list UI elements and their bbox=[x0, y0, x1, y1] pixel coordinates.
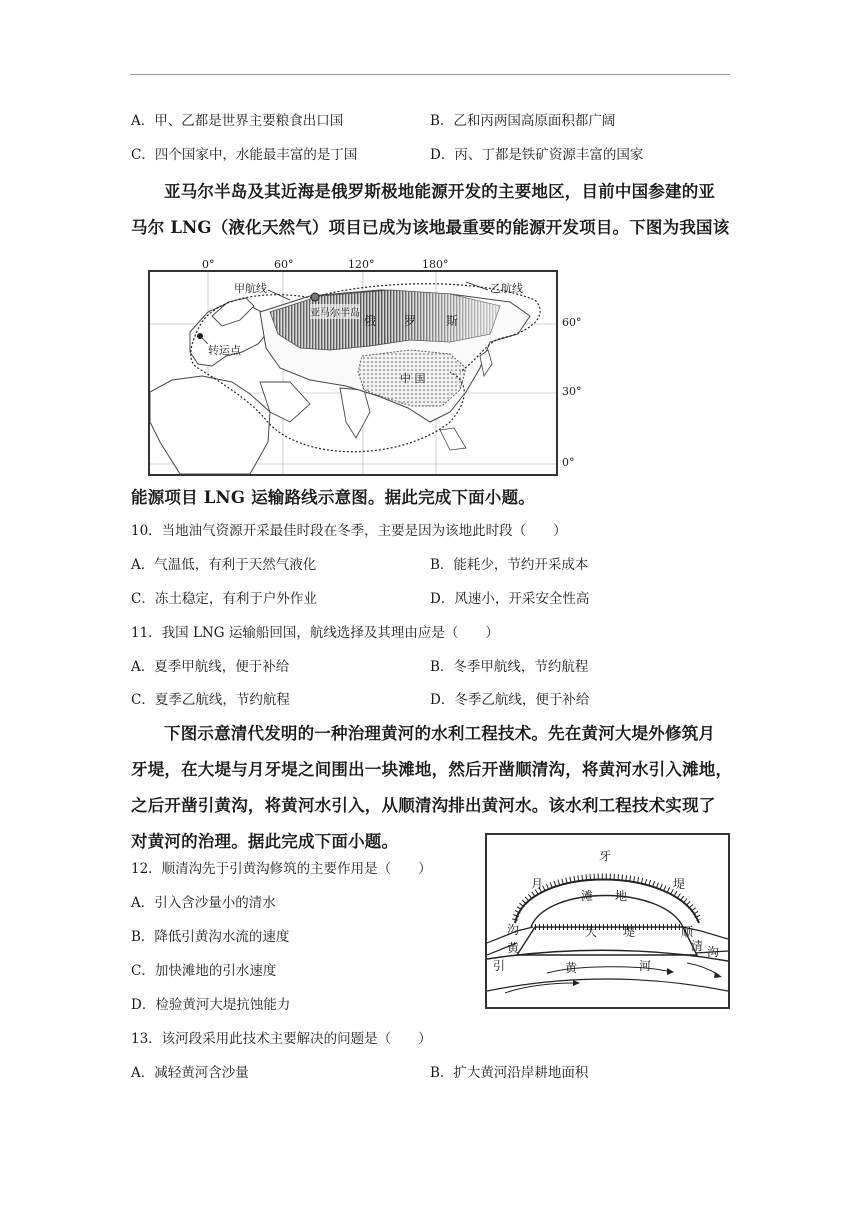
q11-option-b: B．冬季甲航线，节约航程 bbox=[430, 659, 589, 675]
lng-route-map bbox=[148, 258, 582, 476]
yamal-intro bbox=[131, 174, 731, 246]
q12-option-c: C．加快滩地的引水速度 bbox=[131, 963, 277, 979]
label-main-di: 堤 bbox=[623, 925, 636, 939]
q11-stem: 11．我国 LNG 运输船回国，航线选择及其理由应是（ ） bbox=[131, 625, 499, 641]
river-intro-line3: 之后开凿引黄沟，将黄河水引入，从顺清沟排出黄河水。该水利工程技术实现了 bbox=[131, 796, 716, 815]
q12-option-b: B．降低引黄沟水流的速度 bbox=[131, 929, 290, 945]
russia-label-2: 罗 bbox=[404, 314, 417, 328]
label-gou: 沟 bbox=[507, 923, 520, 937]
q13-option-a: A．减轻黄河含沙量 bbox=[131, 1065, 249, 1081]
label-tan: 滩 bbox=[581, 889, 594, 903]
river-intro-line2: 牙堤，在大堤与月牙堤之间围出一块滩地，然后开凿顺清沟，将黄河水引入滩地， bbox=[131, 760, 733, 779]
label-qing: 清 bbox=[691, 939, 704, 953]
label-yin: 引 bbox=[493, 959, 506, 973]
yamal-intro-line1: 亚马尔半岛及其近海是俄罗斯极地能源开发的主要地区，目前中国参建的亚 bbox=[164, 182, 716, 201]
river-intro-line4: 对黄河的治理。据此完成下面小题。 bbox=[131, 832, 399, 851]
russia-label-1: 俄 bbox=[364, 314, 377, 328]
beach-boundary bbox=[531, 896, 683, 928]
yamal-label: 亚马尔半岛 bbox=[310, 304, 360, 319]
label-gou-shunqing: 沟 bbox=[707, 945, 720, 959]
label-crescent-di: 堤 bbox=[673, 877, 686, 891]
q11-option-a: A．夏季甲航线，便于补给 bbox=[131, 659, 290, 675]
yamal-intro-end bbox=[131, 480, 731, 516]
map-svg bbox=[150, 272, 556, 474]
header-rule bbox=[130, 74, 730, 75]
label-shun: 顺 bbox=[681, 925, 694, 939]
river-intro-line1: 下图示意清代发明的一种治理黄河的水利工程技术。先在黄河大堤外修筑月 bbox=[164, 724, 716, 743]
flow-arrowhead-left bbox=[573, 980, 580, 986]
q10-option-c: C．冻土稳定，有利于户外作业 bbox=[131, 591, 317, 607]
transfer-point-label: 转运点 bbox=[208, 344, 241, 357]
label-da: 大 bbox=[585, 925, 598, 939]
q9-option-a: A．甲、乙都是世界主要粮食出口国 bbox=[131, 113, 344, 129]
yamal-marker bbox=[311, 293, 319, 301]
lon-180-label: 180° bbox=[422, 258, 449, 271]
flow-arrowhead-right bbox=[714, 972, 722, 978]
q11-option-c: C．夏季乙航线，节约航程 bbox=[131, 692, 290, 708]
q12-option-a: A．引入含沙量小的清水 bbox=[131, 895, 276, 911]
q10-option-b: B．能耗少，节约开采成本 bbox=[430, 557, 589, 573]
flow-arrowhead-mid bbox=[667, 968, 674, 975]
se-asia-island bbox=[440, 428, 466, 450]
q12-option-d: D．检验黄河大堤抗蚀能力 bbox=[131, 997, 291, 1013]
label-di-land: 地 bbox=[615, 889, 628, 903]
lat-60-label: 60° bbox=[562, 316, 582, 329]
q13-option-b: B．扩大黄河沿岸耕地面积 bbox=[430, 1065, 589, 1081]
q10-stem: 10．当地油气资源开采最佳时段在冬季，主要是因为该地此时段（ ） bbox=[131, 523, 567, 539]
africa-landmass bbox=[150, 376, 270, 474]
label-he: 河 bbox=[639, 959, 652, 973]
q9-option-d: D．丙、丁都是铁矿资源丰富的国家 bbox=[430, 147, 644, 163]
route-a-label: 甲航线 bbox=[234, 282, 267, 295]
label-ya: 牙 bbox=[599, 849, 612, 863]
lon-120-label: 120° bbox=[348, 258, 375, 271]
flow-arrow-right bbox=[687, 963, 719, 975]
label-yue: 月 bbox=[531, 877, 544, 891]
india bbox=[340, 388, 370, 438]
q9-option-c: C．四个国家中，水能最丰富的是丁国 bbox=[131, 147, 358, 163]
label-huang-river: 黄 bbox=[565, 961, 578, 975]
flow-arrow-left bbox=[505, 983, 573, 993]
river-south-bank bbox=[487, 979, 728, 991]
lon-0-label: 0° bbox=[202, 258, 215, 271]
china-label: 中 国 bbox=[400, 372, 426, 385]
lat-30-label: 30° bbox=[562, 385, 582, 398]
q10-option-d: D．风速小，开采安全性高 bbox=[430, 591, 590, 607]
q12-stem: 12．顺清沟先于引黄沟修筑的主要作用是（ ） bbox=[131, 861, 432, 877]
q11-option-d: D．冬季乙航线，便于补给 bbox=[430, 692, 590, 708]
q13-stem: 13．该河段采用此技术主要解决的问题是（ ） bbox=[131, 1031, 432, 1047]
river-engineering-figure bbox=[485, 833, 730, 1009]
yamal-intro-line2: 马尔 LNG（液化天然气）项目已成为该地最重要的能源开发项目。下图为我国该 bbox=[131, 218, 730, 237]
q9-option-b: B．乙和丙两国高原面积都广阔 bbox=[430, 113, 616, 129]
q10-option-a: A．气温低，有利于天然气液化 bbox=[131, 557, 317, 573]
label-huang-ditch: 黄 bbox=[507, 941, 520, 955]
yamal-intro-line3: 能源项目 LNG 运输路线示意图。据此完成下面小题。 bbox=[131, 488, 535, 507]
russia-label-3: 斯 bbox=[446, 314, 459, 328]
lat-0-label: 0° bbox=[562, 456, 575, 469]
route-b-label: 乙航线 bbox=[490, 282, 523, 295]
lon-60-label: 60° bbox=[274, 258, 294, 271]
